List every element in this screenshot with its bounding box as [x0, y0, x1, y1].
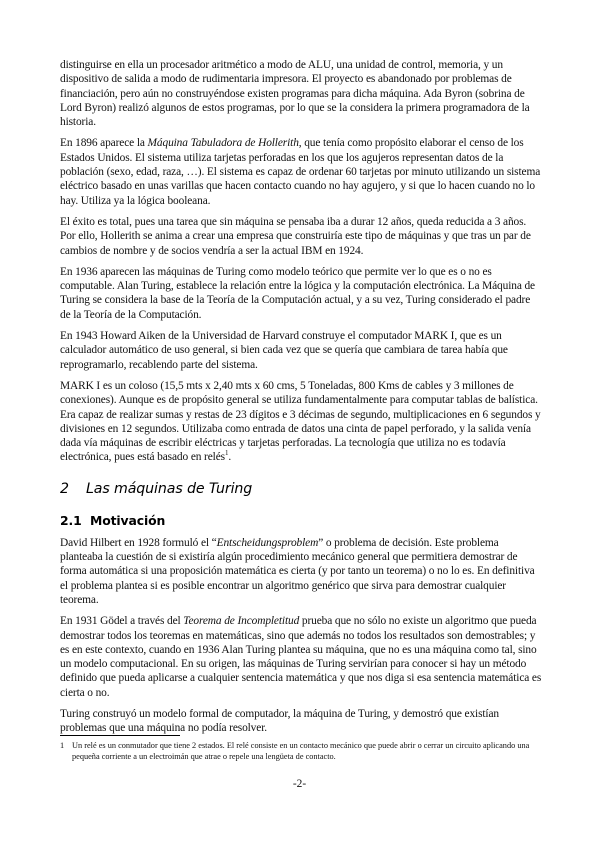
paragraph-turing-model: Turing construyó un modelo formal de computador, la máquina de Turing, y demostró que existían problemas que una máquina no podía resolver. [60, 707, 499, 735]
text-run: MARK I es un coloso (15,5 mts x 2,40 mts x 60 cms, 5 Toneladas, 800 Kms de cables y 3 millones de conexiones). Aunque es de propósito general se utiliza fundamentalmente para computar tablas de balística. Era capaz de realizar sumas y restas de 23 dígitos e 3 décimas de segundo, multiplicaciones en 6 segundos y divisiones en 12 segundos. Utilizaba como entrada de datos una cinta de papel perforado, y la salida venía dada vía máquinas de escribir eléctricas y tarjetas perforadas. La tecnología que utiliza no es todavía electrónica, pues está basado en relés [60, 379, 541, 464]
subsection-heading [60, 513, 542, 529]
text-run: En 1896 aparece la [60, 137, 148, 150]
text-run: En 1931 Gödel a través del [60, 615, 184, 628]
subsection-title: Motivación [90, 512, 166, 528]
emphasis-hollerith-machine: Máquina Tabuladora de Hollerith [147, 137, 299, 150]
paragraph-godel [60, 614, 542, 700]
paragraph-exito: El éxito es total, pues una tarea que sin máquina se pensaba iba a durar 12 años, queda reducida a 3 años. Por ello, Hollerith se anima a crear una empresa que construiría este tipo de máquinas y que tras un par de cambios de nombre y de socios vendría a ser la actual IBM en 1924. [60, 215, 531, 257]
paragraph-hilbert [60, 536, 542, 607]
text-run: ” o problema de decisión. Este problema planteaba la cuestión de si existiría algún procedimiento mecánico general que permitiera demostrar de forma automática si una proposición matemática es cierta (y por tanto un teorema) o no lo es. En definitiva el problema plantea si es posible encontrar un algoritmo genérico que sirva para demostrar cualquier teorema. [60, 536, 535, 606]
section-heading [60, 480, 542, 498]
page-number: -2- [292, 778, 307, 790]
text-run: , que tenía como propósito elaborar el censo de los Estados Unidos. El sistema utiliza tarjetas perforadas en los que los agujeros representan datos de la población (sexo, edad, raza, …). El sistema es capaz de ordenar 60 tarjetas por minuto utilizando un sistema eléctrico basado en unas varillas que hacen contacto cuando no hay agujero, y si que lo hacen cuando no lo hay. Utiliza ya la lógica booleana. [60, 137, 541, 207]
footnote-separator [60, 735, 180, 736]
subsection-number: 2.1 [60, 512, 82, 528]
emphasis-entscheidungsproblem: Entscheidungsproblem [216, 536, 319, 549]
paragraph-hollerith [60, 136, 542, 207]
paragraph-aiken: En 1943 Howard Aiken de la Universidad de Harvard construye el computador MARK I, que es un calculador automático de uso general, si bien cada vez que se quería que cambiara de tarea había que reprogramarlo, recablendo parte del sistema. [60, 330, 508, 371]
text-run: prueba que no sólo no existe un algoritmo que pueda demostrar todos los teoremas en matemáticas, sino que además no todos los resultados son demostrables; y es en este contexto, cuando en 1936 Alan Turing plantea su máquina, que no es una máquina como tal, sino un modelo computacional. En su origen, las máquinas de Turing servirían para conocer si hay un método definido que pueda aplicarse a cualquier sentencia matemática y que nos diga si esa sentencia matemática es cierta o no. [60, 615, 542, 699]
text-run: . [228, 451, 232, 464]
section-number: 2 [60, 480, 69, 497]
paragraph-turing-1936: En 1936 aparecen las máquinas de Turing como modelo teórico que permite ver lo que es o no es computable. Alan Turing, establece la relación entre la lógica y la computación electrónica. La Máquina de Turing se considera la base de la Teoría de la Computación actual, y a su vez, Turing considerado el padre de la Teoría de la Computación. [60, 265, 535, 321]
paragraph-intro: distinguirse en ella un procesador aritmético a modo de ALU, una unidad de control, memoria, y un dispositivo de salida a modo de rudimentaria impresora. El proyecto es abandonado por problemas de financiación, pero aún no construyéndose existen programas para dicha máquina. Ada Byron (sobrina de Lord Byron) realizó algunos de estos programas, por lo que se la considera la primera programadora de la historia. [60, 59, 530, 129]
footnote-reference[interactable]: 1 [224, 449, 229, 458]
paragraph-mark-i [60, 379, 542, 465]
text-run: David Hilbert en 1928 formuló el “ [60, 536, 217, 549]
footnote-number: 1 [60, 741, 65, 750]
footnote [60, 740, 540, 762]
section-title: Las máquinas de Turing [86, 480, 253, 497]
page-body [60, 58, 542, 743]
emphasis-incompleteness-theorem: Teorema de Incompletitud [183, 615, 300, 628]
footnote-text: Un relé es un conmutador que tiene 2 estados. El relé consiste en un contacto mecánico que puede abrir o cerrar un circuito aplicando una pequeña corriente a un electroimán que atrae o repele una lengüeta de contacto. [72, 741, 530, 761]
